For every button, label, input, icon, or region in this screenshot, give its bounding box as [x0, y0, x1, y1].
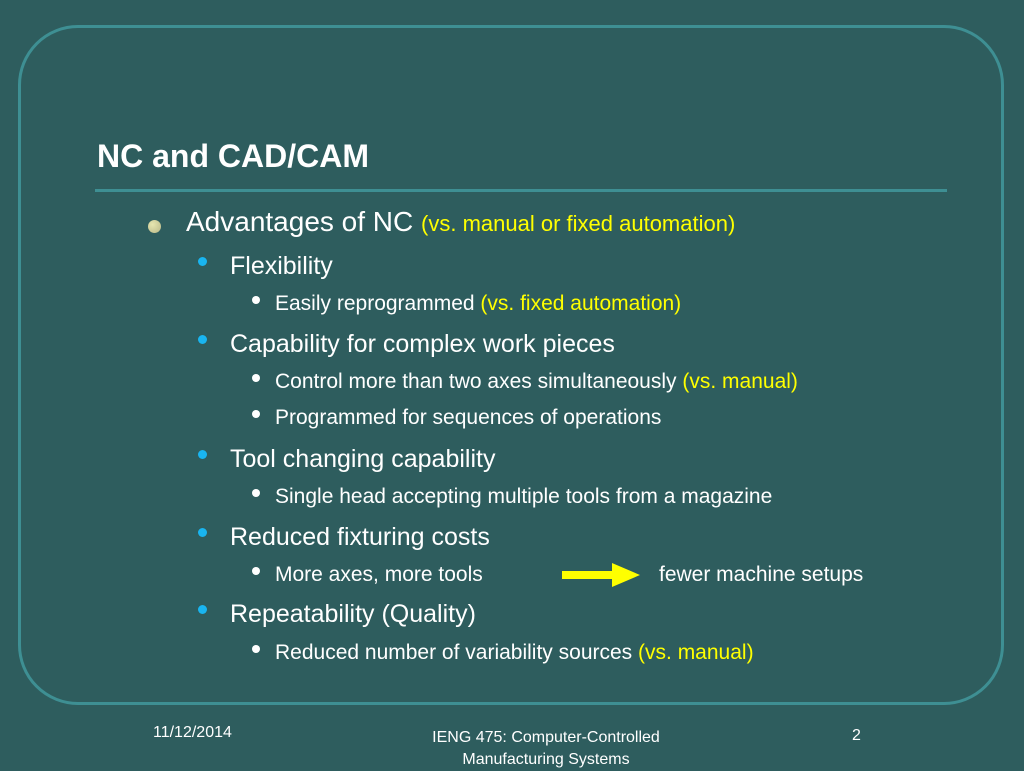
item-text: More axes, more tools [275, 563, 483, 586]
bullet-dot [198, 335, 207, 344]
bullet-dot [252, 489, 260, 497]
item-text: Tool changing capability [230, 445, 496, 473]
list-item [275, 641, 754, 665]
slide-frame [18, 25, 1004, 705]
list-item [230, 330, 615, 359]
list-item [275, 370, 798, 394]
footer-course-line1: IENG 475: Computer-Controlled [432, 729, 660, 746]
item-text: Reduced fixturing costs [230, 523, 490, 551]
bullet-dot [198, 605, 207, 614]
list-item [230, 252, 333, 281]
list-item [275, 406, 661, 430]
bullet-dot [252, 374, 260, 382]
list-item [230, 523, 490, 552]
bullet-text: Advantages of NC [186, 206, 414, 237]
bullet-dot [252, 645, 260, 653]
item-note: (vs. manual) [682, 370, 798, 393]
bullet-dot [198, 528, 207, 537]
item-note: (vs. manual) [638, 641, 754, 664]
bullet-dot [198, 450, 207, 459]
footer-course-line2: Manufacturing Systems [462, 751, 630, 768]
footer-date: 11/12/2014 [153, 724, 232, 741]
bullet-note: (vs. manual or fixed automation) [421, 211, 736, 236]
list-item [275, 485, 772, 509]
list-item [230, 445, 495, 474]
bullet-dot [252, 567, 260, 575]
bullet-dot [198, 257, 207, 266]
item-text: Single head accepting multiple tools from a magazine [275, 485, 773, 508]
item-text: Capability for complex work pieces [230, 330, 615, 358]
item-text: Control more than two axes simultaneously [275, 370, 677, 393]
item-text: Flexibility [230, 252, 333, 280]
page-number: 2 [852, 727, 861, 744]
item-text: Repeatability (Quality) [230, 600, 476, 628]
item-text: Reduced number of variability sources [275, 641, 633, 664]
list-item [275, 563, 483, 587]
bullet-dot [148, 220, 161, 233]
item-text: fewer machine setups [659, 563, 864, 586]
item-text: Easily reprogrammed [275, 292, 475, 315]
list-item [275, 292, 681, 316]
arrow-result [659, 563, 863, 587]
title-divider [95, 189, 947, 192]
footer-course [396, 727, 696, 771]
item-note: (vs. fixed automation) [480, 292, 682, 315]
right-arrow-icon [562, 562, 642, 588]
bullet-dot [252, 296, 260, 304]
slide-title: NC and CAD/CAM [97, 138, 369, 174]
item-text: Programmed for sequences of operations [275, 406, 662, 429]
bullet-advantages [186, 206, 735, 238]
bullet-dot [252, 410, 260, 418]
list-item [230, 600, 476, 629]
